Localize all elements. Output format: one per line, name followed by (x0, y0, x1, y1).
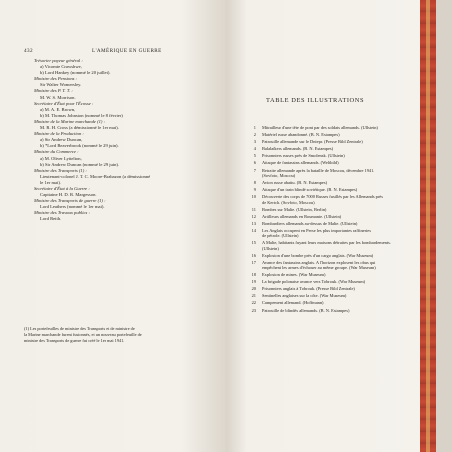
item-number: 9 (253, 187, 256, 193)
text-line: Lord Reith. (40, 216, 62, 222)
list-item (248, 260, 420, 272)
list-item (248, 153, 420, 160)
item-number: 23 (251, 307, 256, 313)
item-text-continued: empêchent les armes d'échouer au même groupe. (War Museum) (262, 265, 376, 271)
list-item (248, 272, 420, 279)
item-text: Patrouille de blindés allemands. (B. N. Estampes) (262, 307, 350, 313)
footnote (24, 326, 204, 343)
item-number: 6 (253, 160, 256, 166)
item-number: 17 (251, 259, 256, 265)
list-item (248, 125, 420, 132)
text-line: Ministre des Travaux publics : (34, 210, 90, 216)
item-text: Bombardiers allemands au-dessus de Malte. (Ullstein) (262, 220, 358, 226)
text-line: Ministre des Transports (1) : (34, 167, 87, 173)
item-text: Campement allemand. (Hoffmann) (262, 300, 324, 306)
item-text: Attaque de fantassins allemands. (Weltbild) (262, 160, 339, 166)
list-item (248, 214, 420, 221)
item-text: Les Anglais occupent en Perse les plus importantes raffineries (262, 227, 371, 233)
item-text-continued: de Kertch. (Sovfoto, Moscou) (262, 199, 315, 205)
item-text-continued: de pétrole. (Ullstein) (262, 233, 299, 239)
item-text: Balalaïkers allemands. (B. N. Estampes) (262, 146, 334, 152)
item-number: 7 (253, 167, 256, 173)
page-number: 432 (24, 48, 33, 54)
item-number: 1 (253, 125, 256, 130)
list-item (248, 253, 420, 260)
item-number: 10 (251, 194, 256, 200)
list-item (248, 286, 420, 293)
item-text: Prisonniers anglais à Tobrouk. (Presse Bild Zentrale) (262, 286, 355, 292)
item-text: Retraite allemande après la bataille de Moscou, décembre 1941. (262, 167, 375, 173)
list-item (248, 180, 420, 187)
text-line: Lieutenant-colonel J. T. C. Moore-Brabazon (a démissionné (40, 173, 151, 179)
list-item (248, 139, 420, 146)
text-line: Ministre du Commerce : (34, 149, 79, 155)
item-number: 3 (253, 139, 256, 145)
item-text: Matériel russe abandonné. (B. N. Estampes) (262, 132, 340, 138)
item-text: La brigade polonaise avance vers Tobrouk. (War Museum) (262, 279, 366, 285)
text-line: a) Sir Andrew Duncan, (40, 137, 83, 143)
running-head: L'AMÉRIQUE EN GUERRE (92, 48, 162, 54)
list-item (248, 308, 420, 315)
item-number: 18 (251, 272, 256, 278)
footnote-line: la Marine marchande furent fusionnés, et un nouveau portefeuille de (24, 331, 142, 337)
text-line: le 1er mai). (40, 179, 62, 185)
illustrations-list (248, 125, 420, 315)
item-text: Artilleurs allemands en Roumanie. (Ullstein) (262, 213, 342, 219)
list-item (248, 132, 420, 139)
right-page (226, 0, 436, 452)
item-number: 13 (251, 220, 256, 226)
item-number: 11 (251, 206, 256, 212)
list-item (248, 160, 420, 167)
list-item (248, 207, 420, 214)
text-line: Sir Walter Womersley. (40, 82, 82, 88)
page-title: TABLE DES ILLUSTRATIONS (266, 97, 365, 104)
list-item (248, 300, 420, 307)
list-item (248, 293, 420, 300)
text-line: b) Sir Andrew Duncan (nommé le 29 juin). (40, 161, 120, 167)
text-line: Lord Leathers (nommé le 1er mai). (40, 204, 105, 210)
item-number: 8 (253, 179, 256, 185)
text-line: b) M. Thomas Johnston (nommé le 8 février) (40, 112, 123, 118)
text-line: Ministre des Pensions : (34, 76, 78, 82)
item-number: 2 (253, 132, 256, 138)
footnote-line: ministre des Transports de guerre fut créé le 1er mai 1941. (24, 337, 125, 343)
list-item (248, 221, 420, 228)
item-text: Sentinelles anglaises sur la côte. (War Museum) (262, 293, 347, 299)
item-text: Attaque d'un train blindé soviétique. (B. N. Estampes) (262, 187, 358, 193)
text-line: Ministre des Transports de guerre (1) : (34, 198, 106, 204)
list-item (248, 279, 420, 286)
item-text-continued: (Sovfoto, Moscou) (262, 173, 296, 179)
page-edge-highlight (426, 0, 430, 452)
text-line: Ministre de la Production : (34, 131, 84, 137)
item-text: Explosion d'une bombe près d'un cargo anglais. (War Museum) (262, 252, 374, 258)
list-item (248, 240, 420, 252)
item-text: Avance des fantassins anglais. A l'horizon explosent les obus qui (262, 259, 376, 265)
text-line: Secrétaire d'État à la Guerre : (34, 185, 90, 191)
list-item (248, 228, 420, 240)
text-line: Trésorier payeur général : (34, 58, 83, 63)
footnote-line: (1) Les portefeuilles de ministre des Transports et de ministre de (24, 326, 135, 331)
text-line: a) M. Oliver Lyttelton, (40, 155, 82, 161)
item-number: 20 (251, 286, 256, 292)
item-number: 21 (251, 293, 256, 299)
item-text: Bombes sur Malte. (Ullstein, Berlin) (262, 206, 327, 212)
list-item (248, 187, 420, 194)
text-line: Secrétaire d'État pour l'Écosse : (34, 100, 94, 106)
text-line: b) Lord Hankey (nommé le 20 juillet). (40, 70, 111, 76)
item-text: A Malte, habitants fuyant leurs maisons détruites par les bombardements. (262, 240, 391, 246)
item-number: 16 (251, 252, 256, 258)
text-line: a) Vicomte Crawshwe, (40, 64, 82, 70)
item-text: Patrouille allemande sur le Dniepr. (Presse Bild Zentrale) (262, 139, 363, 145)
item-text: Mitrailleur d'une tête de pont par des soldats allemands. (Ullstein) (262, 125, 378, 130)
item-text: Explosion de mines. (War Museum) (262, 272, 326, 278)
text-line: Ministre de la Marine marchande (1) : (34, 118, 106, 124)
list-item (248, 168, 420, 180)
item-number: 15 (251, 240, 256, 246)
item-text: Découverte des corps de 7000 Russes fusillés par les Allemands près (262, 194, 383, 200)
list-item (248, 146, 420, 153)
list-item (248, 194, 420, 206)
text-line: Ministre des P. T. T. : (34, 88, 73, 94)
item-text: Prisonniers russes près de Smolensk. (Ullstein) (262, 153, 345, 159)
item-number: 22 (251, 300, 256, 306)
text-line: Capitaine H. D. R. Margesson. (40, 192, 97, 198)
item-number: 14 (251, 227, 256, 233)
item-number: 5 (253, 153, 256, 159)
item-number: 19 (251, 279, 256, 285)
text-line: b) *Lord Beaverbrook (nommé le 29 juin). (40, 143, 119, 149)
text-line: a) M. A. E. Brown, (40, 106, 76, 112)
item-number: 12 (251, 213, 256, 219)
item-text: Avion russe abattu. (B. N. Estampes) (262, 179, 328, 185)
item-number: 4 (253, 146, 256, 152)
text-line: M. R. H. Cross (a démissionné le 1er mai). (40, 125, 119, 131)
ministry-list (24, 58, 209, 223)
item-text-continued: (Ullstein) (262, 245, 279, 251)
text-line: M. W. S. Morrison. (40, 94, 76, 100)
